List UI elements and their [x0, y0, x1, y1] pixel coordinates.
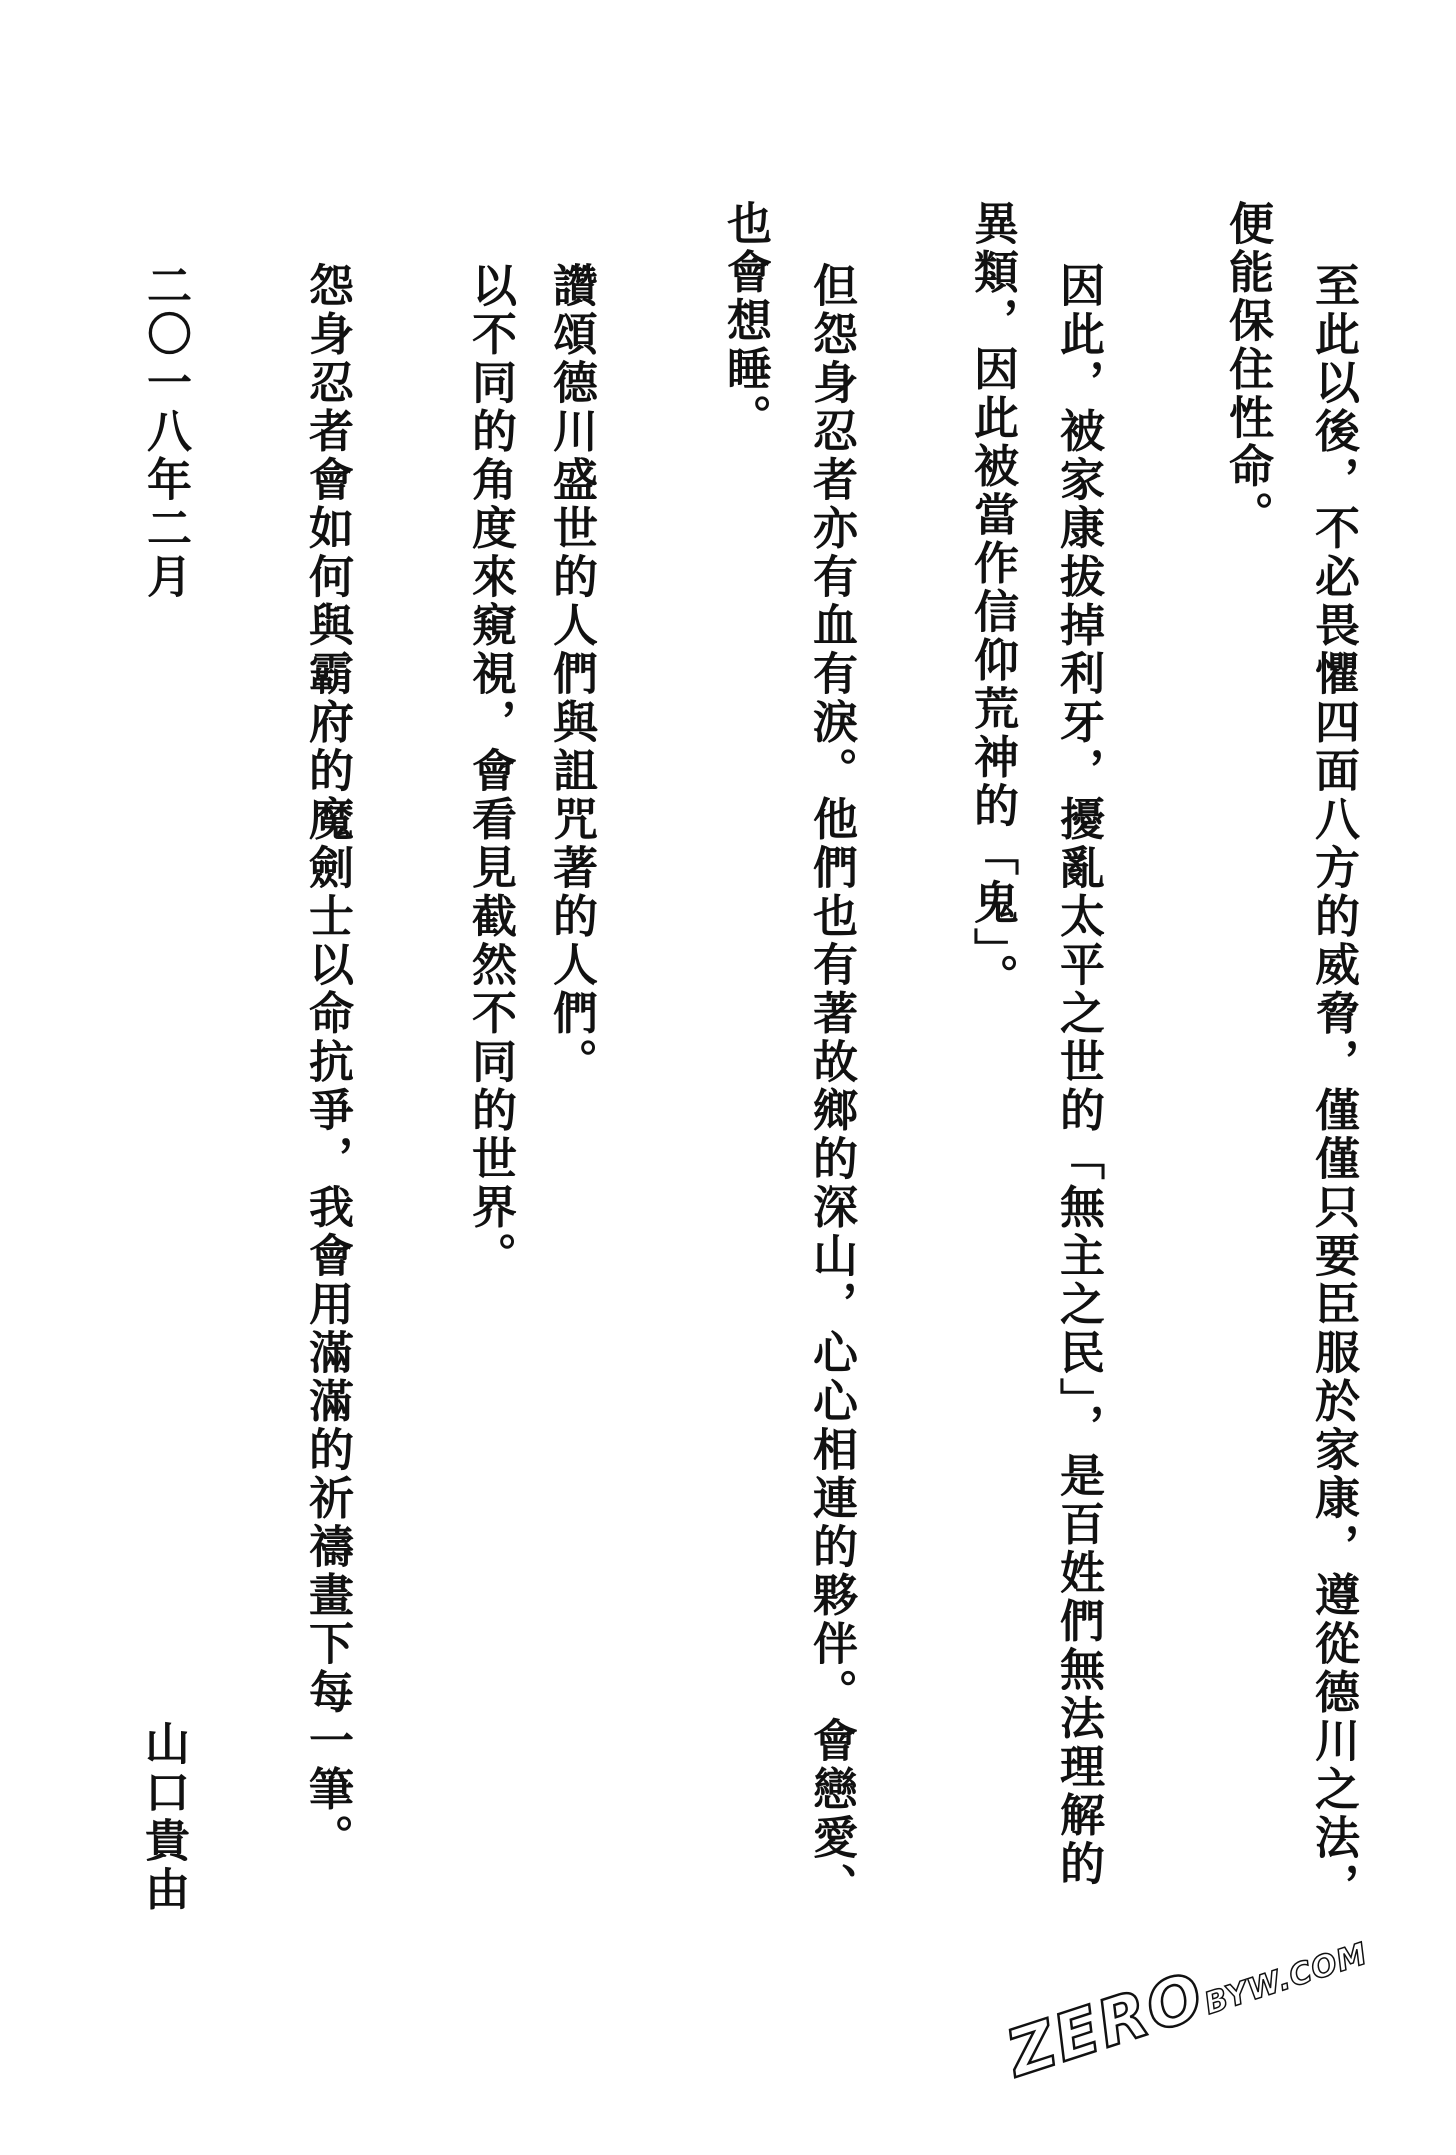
watermark-suffix-text: BYW.COM	[1200, 1936, 1373, 2022]
paragraph-1-line-1: 至此以後，不必畏懼四面八方的威脅，僅僅只要臣服於家康，遵從德川之法，	[1307, 262, 1360, 1911]
paragraph-6: 怨身忍者會如何與霸府的魔劍士以命抗爭，我會用滿滿的祈禱畫下每一筆。	[301, 262, 354, 1863]
paragraph-3-line-1: 但怨身忍者亦有血有淚。他們也有著故鄉的深山，心心相連的夥伴。會戀愛、	[805, 262, 858, 1911]
paragraph-3-line-2: 也會想睡。	[719, 200, 772, 443]
paragraph-5: 以不同的角度來窺視，會看見截然不同的世界。	[464, 262, 517, 1281]
paragraph-2-line-1: 因此，被家康拔掉利牙，擾亂太平之世的「無主之民」，是百姓們無法理解的	[1052, 262, 1105, 1889]
watermark-main-text: ZERO	[998, 1959, 1214, 2092]
site-watermark-logo	[999, 1895, 1432, 2155]
paragraph-4: 讚頌德川盛世的人們與詛咒著的人們。	[545, 262, 598, 1087]
paragraph-1-line-2: 便能保住性命。	[1221, 200, 1274, 540]
date-line: 二〇一八年二月	[139, 262, 192, 602]
author-signature: 山口貴由	[137, 1720, 190, 1914]
paragraph-2-line-2: 異類，因此被當作信仰荒神的「鬼」。	[966, 200, 1019, 1002]
